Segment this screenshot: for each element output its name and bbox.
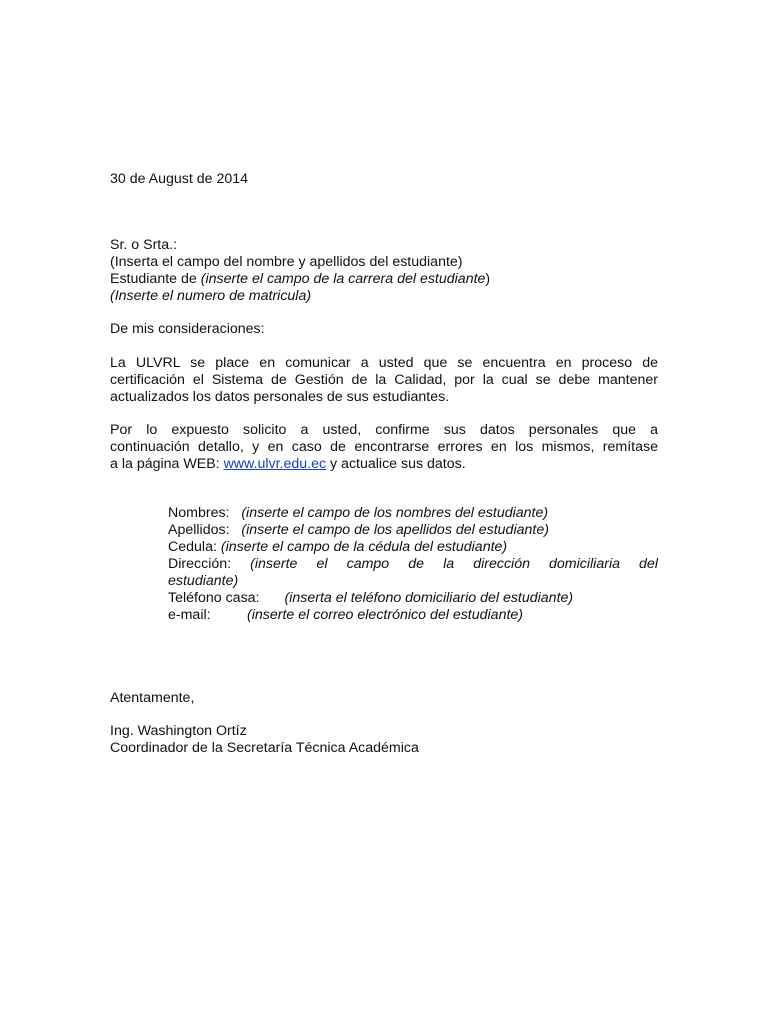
field-value: (inserta el teléfono domiciliario del estudiante) [284, 590, 574, 606]
field-label: Teléfono casa: [168, 590, 260, 606]
field-label: Apellidos: [168, 522, 230, 538]
field-email [168, 607, 658, 624]
field-telefono [168, 590, 658, 607]
field-apellidos [168, 522, 658, 539]
field-value: (inserte el campo de la dirección domiciliaria del [250, 556, 658, 572]
name-placeholder: (Inserta el campo del nombre y apellidos del estudiante) [110, 254, 463, 270]
enrollment-placeholder [110, 288, 311, 305]
field-direccion [168, 556, 658, 590]
field-nombres [168, 505, 658, 522]
career-prefix: Estudiante de [110, 271, 201, 287]
paragraph-request-line [110, 456, 658, 473]
field-value: (inserte el correo electrónico del estudiante) [247, 607, 524, 623]
field-direccion-line [168, 573, 658, 590]
paragraph-request-line: Por lo expuesto solicito a usted, confirme sus datos personales que a [110, 422, 658, 438]
career-placeholder: (inserte el campo de la carrera del estudiante [200, 271, 486, 287]
field-label: Cedula: [168, 539, 217, 555]
student-fields [168, 505, 658, 624]
paragraph-request-line: continuación detallo, y en caso de encontrarse errores en los mismos, remítase [110, 439, 658, 455]
letter-date: 30 de August de 2014 [110, 171, 249, 187]
field-direccion-line [168, 556, 658, 573]
web-prefix: a la página WEB: [110, 456, 224, 472]
signer-title: Coordinador de la Secretaría Técnica Académica [110, 740, 419, 756]
field-value: (inserte el campo de los nombres del estudiante) [241, 505, 549, 521]
field-label: Nombres: [168, 505, 230, 521]
field-value: estudiante) [168, 573, 239, 589]
paragraph-process [110, 355, 658, 406]
field-cedula [168, 539, 658, 556]
greeting: De mis consideraciones: [110, 321, 265, 337]
career-line [110, 271, 490, 288]
career-suffix: ) [485, 271, 491, 287]
salutation: Sr. o Srta.: [110, 237, 178, 253]
closing: Atentamente, [110, 690, 195, 706]
paragraph-process-line: actualizados los datos personales de sus estudiantes. [110, 389, 450, 405]
enrollment-placeholder-text: (Inserte el numero de matricula) [110, 288, 312, 304]
field-value: (inserte el campo de los apellidos del estudiante) [241, 522, 549, 538]
field-label: e-mail: [168, 607, 211, 623]
web-suffix: y actualice sus datos. [326, 456, 466, 472]
signer-name: Ing. Washington Ortíz [110, 723, 247, 739]
paragraph-process-line: certificación el Sistema de Gestión de la Calidad, por la cual se debe mantener [110, 372, 658, 388]
paragraph-process-line: La ULVRL se place en comunicar a usted que se encuentra en proceso de [110, 355, 658, 371]
field-value: (inserte el campo de la cédula del estudiante) [220, 539, 508, 555]
field-label: Dirección: [168, 556, 232, 572]
paragraph-request [110, 422, 658, 473]
website-link[interactable]: www.ulvr.edu.ec [223, 456, 327, 472]
